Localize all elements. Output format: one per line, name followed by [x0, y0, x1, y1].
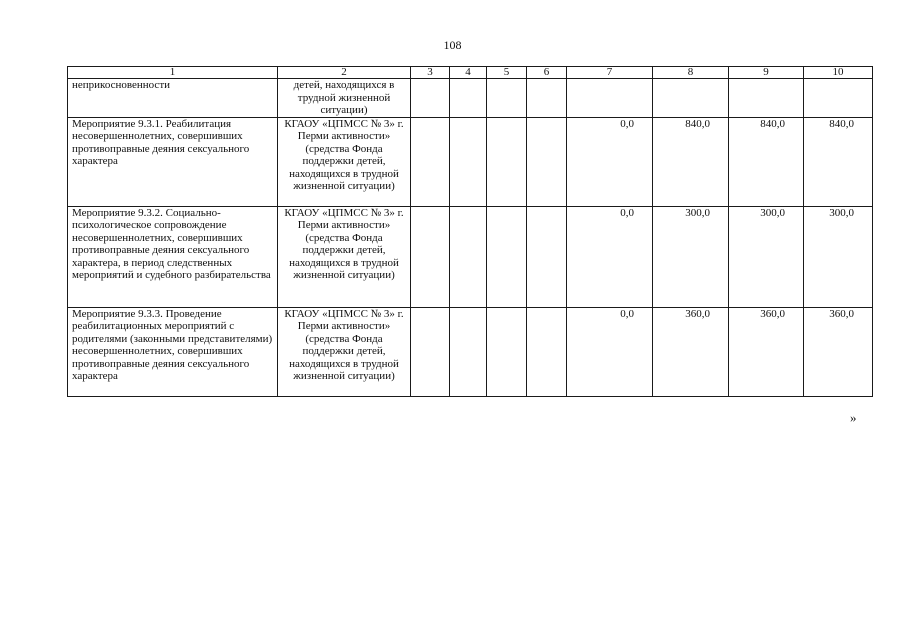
column-header: 4 — [450, 67, 487, 79]
table-row — [68, 79, 873, 118]
column-header: 9 — [729, 67, 804, 79]
budget-table — [67, 66, 873, 397]
value-cell — [450, 79, 487, 118]
value-cell — [527, 79, 567, 118]
value-cell: 840,0 — [653, 117, 729, 206]
value-cell — [804, 79, 873, 118]
executor-cell: КГАОУ «ЦПМСС № 3» г. Перми активности» (средства Фонда поддержки детей, находящихся в трудной жизненной ситуации) — [278, 117, 411, 206]
activity-name-cell: Мероприятие 9.3.1. Реабилитация несовершеннолетних, совершивших противоправные деяния сексуального характера — [68, 117, 278, 206]
value-cell: 840,0 — [729, 117, 804, 206]
value-cell — [450, 206, 487, 307]
value-cell — [411, 206, 450, 307]
value-cell — [527, 307, 567, 396]
value-cell — [450, 307, 487, 396]
value-cell: 300,0 — [804, 206, 873, 307]
value-cell — [411, 79, 450, 118]
closing-quote-mark: » — [850, 410, 857, 425]
column-header: 7 — [567, 67, 653, 79]
activity-name-cell: неприкосновенности — [68, 79, 278, 118]
column-header: 8 — [653, 67, 729, 79]
value-cell — [487, 117, 527, 206]
value-cell — [411, 117, 450, 206]
value-cell: 360,0 — [653, 307, 729, 396]
column-header: 3 — [411, 67, 450, 79]
column-header: 6 — [527, 67, 567, 79]
value-cell: 360,0 — [729, 307, 804, 396]
column-header: 5 — [487, 67, 527, 79]
table-row — [68, 307, 873, 396]
table-row — [68, 206, 873, 307]
value-cell — [527, 117, 567, 206]
value-cell: 360,0 — [804, 307, 873, 396]
column-header: 1 — [68, 67, 278, 79]
value-cell — [487, 307, 527, 396]
value-cell: 0,0 — [567, 117, 653, 206]
column-header: 10 — [804, 67, 873, 79]
activity-name-cell: Мероприятие 9.3.3. Проведение реабилитационных мероприятий с родителями (законными представителями) несовершеннолетних, совершивших противоправные деяния сексуального характера — [68, 307, 278, 396]
table-header-row — [68, 67, 873, 79]
value-cell — [567, 79, 653, 118]
value-cell — [411, 307, 450, 396]
value-cell — [729, 79, 804, 118]
value-cell: 300,0 — [729, 206, 804, 307]
executor-cell: детей, находящихся в трудной жизненной ситуации) — [278, 79, 411, 118]
value-cell — [527, 206, 567, 307]
table-row — [68, 117, 873, 206]
value-cell: 840,0 — [804, 117, 873, 206]
value-cell — [653, 79, 729, 118]
value-cell: 0,0 — [567, 206, 653, 307]
value-cell: 300,0 — [653, 206, 729, 307]
value-cell — [450, 117, 487, 206]
value-cell: 0,0 — [567, 307, 653, 396]
executor-cell: КГАОУ «ЦПМСС № 3» г. Перми активности» (средства Фонда поддержки детей, находящихся в трудной жизненной ситуации) — [278, 206, 411, 307]
activity-name-cell: Мероприятие 9.3.2. Социально-психологическое сопровождение несовершеннолетних, совершивших противоправные деяния сексуального характера, в период следственных мероприятий и судебного разбирательства — [68, 206, 278, 307]
executor-cell: КГАОУ «ЦПМСС № 3» г. Перми активности» (средства Фонда поддержки детей, находящихся в трудной жизненной ситуации) — [278, 307, 411, 396]
value-cell — [487, 206, 527, 307]
page-number: 108 — [443, 38, 462, 52]
column-header: 2 — [278, 67, 411, 79]
value-cell — [487, 79, 527, 118]
